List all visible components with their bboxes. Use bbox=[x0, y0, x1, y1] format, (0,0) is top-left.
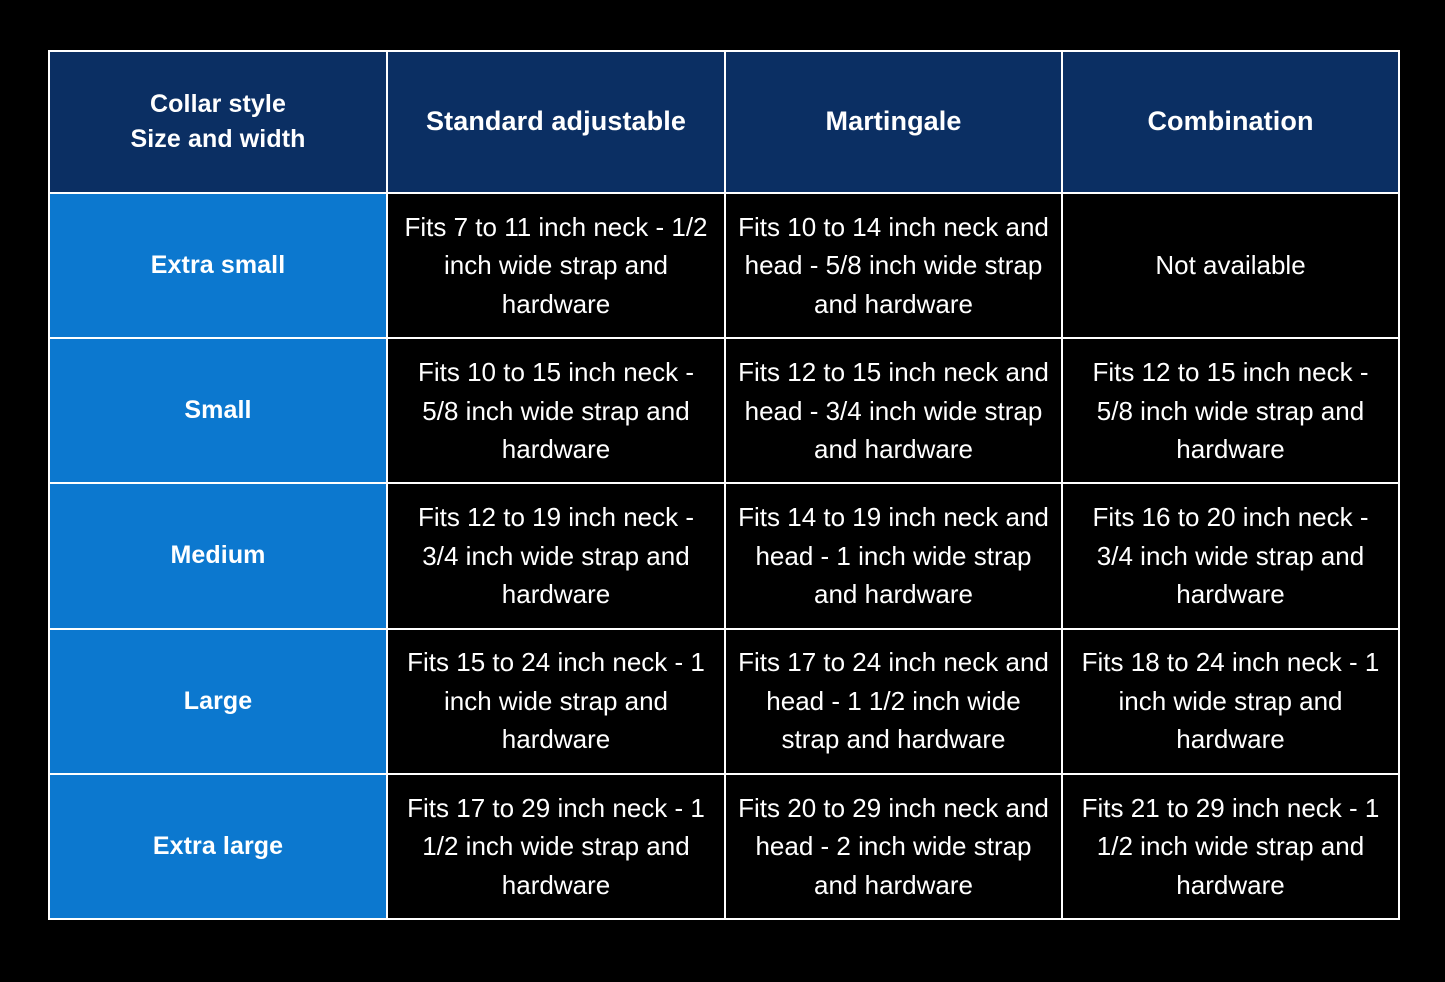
row-header-extra-large: Extra large bbox=[49, 774, 387, 919]
table-row bbox=[49, 483, 1399, 628]
table-body bbox=[49, 193, 1399, 919]
table-row bbox=[49, 629, 1399, 774]
corner-label-line1: Collar style bbox=[150, 90, 286, 118]
collar-size-table bbox=[48, 50, 1400, 920]
cell-small-martingale: Fits 12 to 15 inch neck and head - 3/4 inch wide strap and hardware bbox=[725, 338, 1062, 483]
cell-extra-large-martingale: Fits 20 to 29 inch neck and head - 2 inch wide strap and hardware bbox=[725, 774, 1062, 919]
row-header-extra-small: Extra small bbox=[49, 193, 387, 338]
cell-extra-small-martingale: Fits 10 to 14 inch neck and head - 5/8 inch wide strap and hardware bbox=[725, 193, 1062, 338]
column-header-standard-adjustable: Standard adjustable bbox=[387, 51, 725, 193]
row-header-small: Small bbox=[49, 338, 387, 483]
cell-large-combination: Fits 18 to 24 inch neck - 1 inch wide strap and hardware bbox=[1062, 629, 1399, 774]
cell-extra-small-combination: Not available bbox=[1062, 193, 1399, 338]
column-header-martingale: Martingale bbox=[725, 51, 1062, 193]
table-row bbox=[49, 338, 1399, 483]
cell-medium-standard: Fits 12 to 19 inch neck - 3/4 inch wide strap and hardware bbox=[387, 483, 725, 628]
cell-medium-combination: Fits 16 to 20 inch neck - 3/4 inch wide strap and hardware bbox=[1062, 483, 1399, 628]
header-row bbox=[49, 51, 1399, 193]
cell-large-standard: Fits 15 to 24 inch neck - 1 inch wide strap and hardware bbox=[387, 629, 725, 774]
column-header-combination: Combination bbox=[1062, 51, 1399, 193]
cell-medium-martingale: Fits 14 to 19 inch neck and head - 1 inch wide strap and hardware bbox=[725, 483, 1062, 628]
cell-large-martingale: Fits 17 to 24 inch neck and head - 1 1/2 inch wide strap and hardware bbox=[725, 629, 1062, 774]
table-corner-header bbox=[49, 51, 387, 193]
table-row bbox=[49, 774, 1399, 919]
row-header-large: Large bbox=[49, 629, 387, 774]
cell-small-standard: Fits 10 to 15 inch neck - 5/8 inch wide strap and hardware bbox=[387, 338, 725, 483]
table-header bbox=[49, 51, 1399, 193]
table-row bbox=[49, 193, 1399, 338]
cell-small-combination: Fits 12 to 15 inch neck - 5/8 inch wide strap and hardware bbox=[1062, 338, 1399, 483]
cell-extra-large-combination: Fits 21 to 29 inch neck - 1 1/2 inch wide strap and hardware bbox=[1062, 774, 1399, 919]
row-header-medium: Medium bbox=[49, 483, 387, 628]
cell-extra-large-standard: Fits 17 to 29 inch neck - 1 1/2 inch wide strap and hardware bbox=[387, 774, 725, 919]
corner-label-line2: Size and width bbox=[130, 125, 306, 153]
cell-extra-small-standard: Fits 7 to 11 inch neck - 1/2 inch wide strap and hardware bbox=[387, 193, 725, 338]
